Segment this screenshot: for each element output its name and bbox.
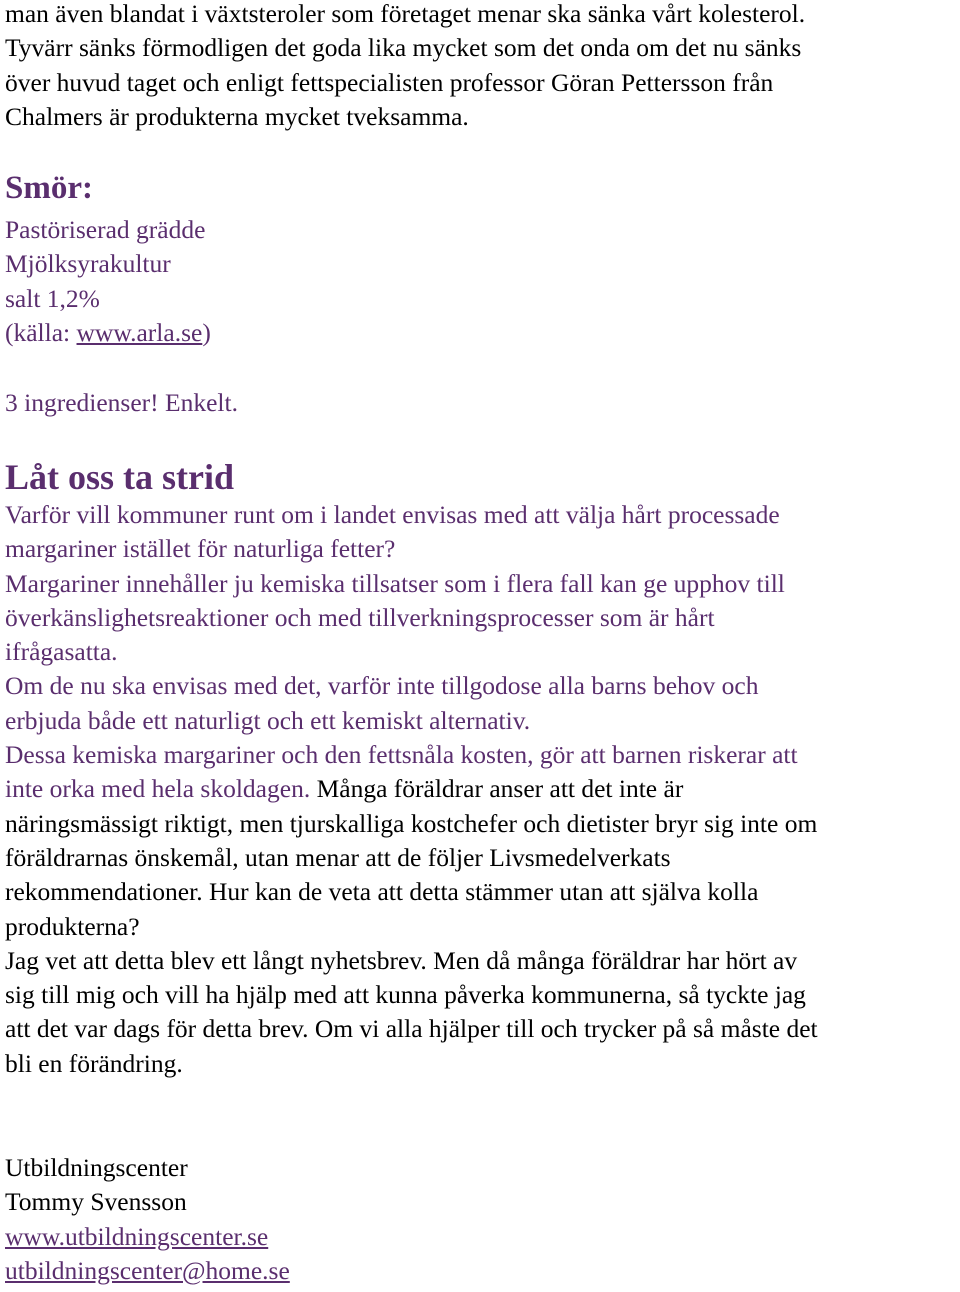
strid-line: Jag vet att detta blev ett långt nyhetsbrev. Men då många föräldrar har hört av — [5, 945, 798, 975]
smor-ingredient-list — [5, 213, 960, 350]
signature-org: Utbildningscenter — [5, 1153, 188, 1182]
email-link[interactable]: utbildningscenter@home.se — [5, 1255, 290, 1285]
signature-name: Tommy Svensson — [5, 1187, 187, 1217]
signature-block — [5, 1151, 960, 1288]
intro-line: Tyvärr sänks förmodligen det goda lika mycket som det onda om det nu sänks — [5, 33, 802, 63]
strid-line: Margariner innehåller ju kemiska tillsatser som i flera fall kan ge upphov till — [5, 568, 785, 598]
strid-line: Om de nu ska envisas med det, varför inte tillgodose alla barns behov och — [5, 671, 759, 701]
strid-line: att det var dags för detta brev. Om vi alla hjälper till och trycker på så måste det — [5, 1014, 818, 1044]
strid-body — [5, 498, 960, 1081]
ingredient-item: Mjölksyrakultur — [5, 249, 171, 279]
source-line — [5, 316, 960, 350]
intro-line: man även blandat i växtsteroler som företaget menar ska sänka vårt kolesterol. — [5, 0, 806, 28]
strid-line: margariner istället för naturliga fetter? — [5, 534, 396, 564]
arla-link[interactable]: www.arla.se — [76, 317, 203, 347]
ingredient-summary: 3 ingredienser! Enkelt. — [5, 388, 238, 417]
source-suffix: ) — [202, 317, 211, 347]
strid-line: ifrågasatta. — [5, 637, 118, 667]
strid-line: överkänslighetsreaktioner och med tillverkningsprocesser som är hårt — [5, 602, 715, 632]
strid-line: sig till mig och vill ha hjälp med att kunna påverka kommunerna, så tyckte jag — [5, 980, 806, 1010]
strid-line: rekommendationer. Hur kan de veta att detta stämmer utan att själva kolla — [5, 877, 759, 907]
strid-line: bli en förändring. — [5, 1048, 183, 1078]
website-link[interactable]: www.utbildningscenter.se — [5, 1221, 269, 1251]
strid-line: näringsmässigt riktigt, men tjurskalliga kostchefer och dietister bryr sig inte om — [5, 808, 818, 838]
strid-line: produkterna? — [5, 911, 140, 941]
strid-line: erbjuda både ett naturligt och ett kemiskt alternativ. — [5, 705, 531, 735]
intro-line: Chalmers är produkterna mycket tveksamma. — [5, 101, 469, 131]
intro-paragraph — [5, 0, 960, 134]
source-prefix: (källa: — [5, 317, 77, 347]
smor-heading: Smör: — [5, 170, 93, 206]
intro-line: över huvud taget och enligt fettspecialisten professor Göran Pettersson från — [5, 67, 774, 97]
strid-heading: Låt oss ta strid — [5, 457, 235, 497]
strid-line: föräldrarnas önskemål, utan menar att de följer Livsmedelverkats — [5, 842, 671, 872]
strid-line-mixed — [5, 772, 960, 806]
ingredient-item: Pastöriserad grädde — [5, 215, 206, 244]
strid-line-purple-part: inte orka med hela skoldagen. — [5, 774, 311, 804]
strid-line-black-part: Många föräldrar anser att det inte är — [310, 774, 684, 804]
ingredient-item: salt 1,2% — [5, 283, 100, 313]
strid-line: Varför vill kommuner runt om i landet envisas med att välja hårt processade — [5, 500, 780, 529]
strid-line: Dessa kemiska margariner och den fettsnåla kosten, gör att barnen riskerar att — [5, 740, 798, 770]
